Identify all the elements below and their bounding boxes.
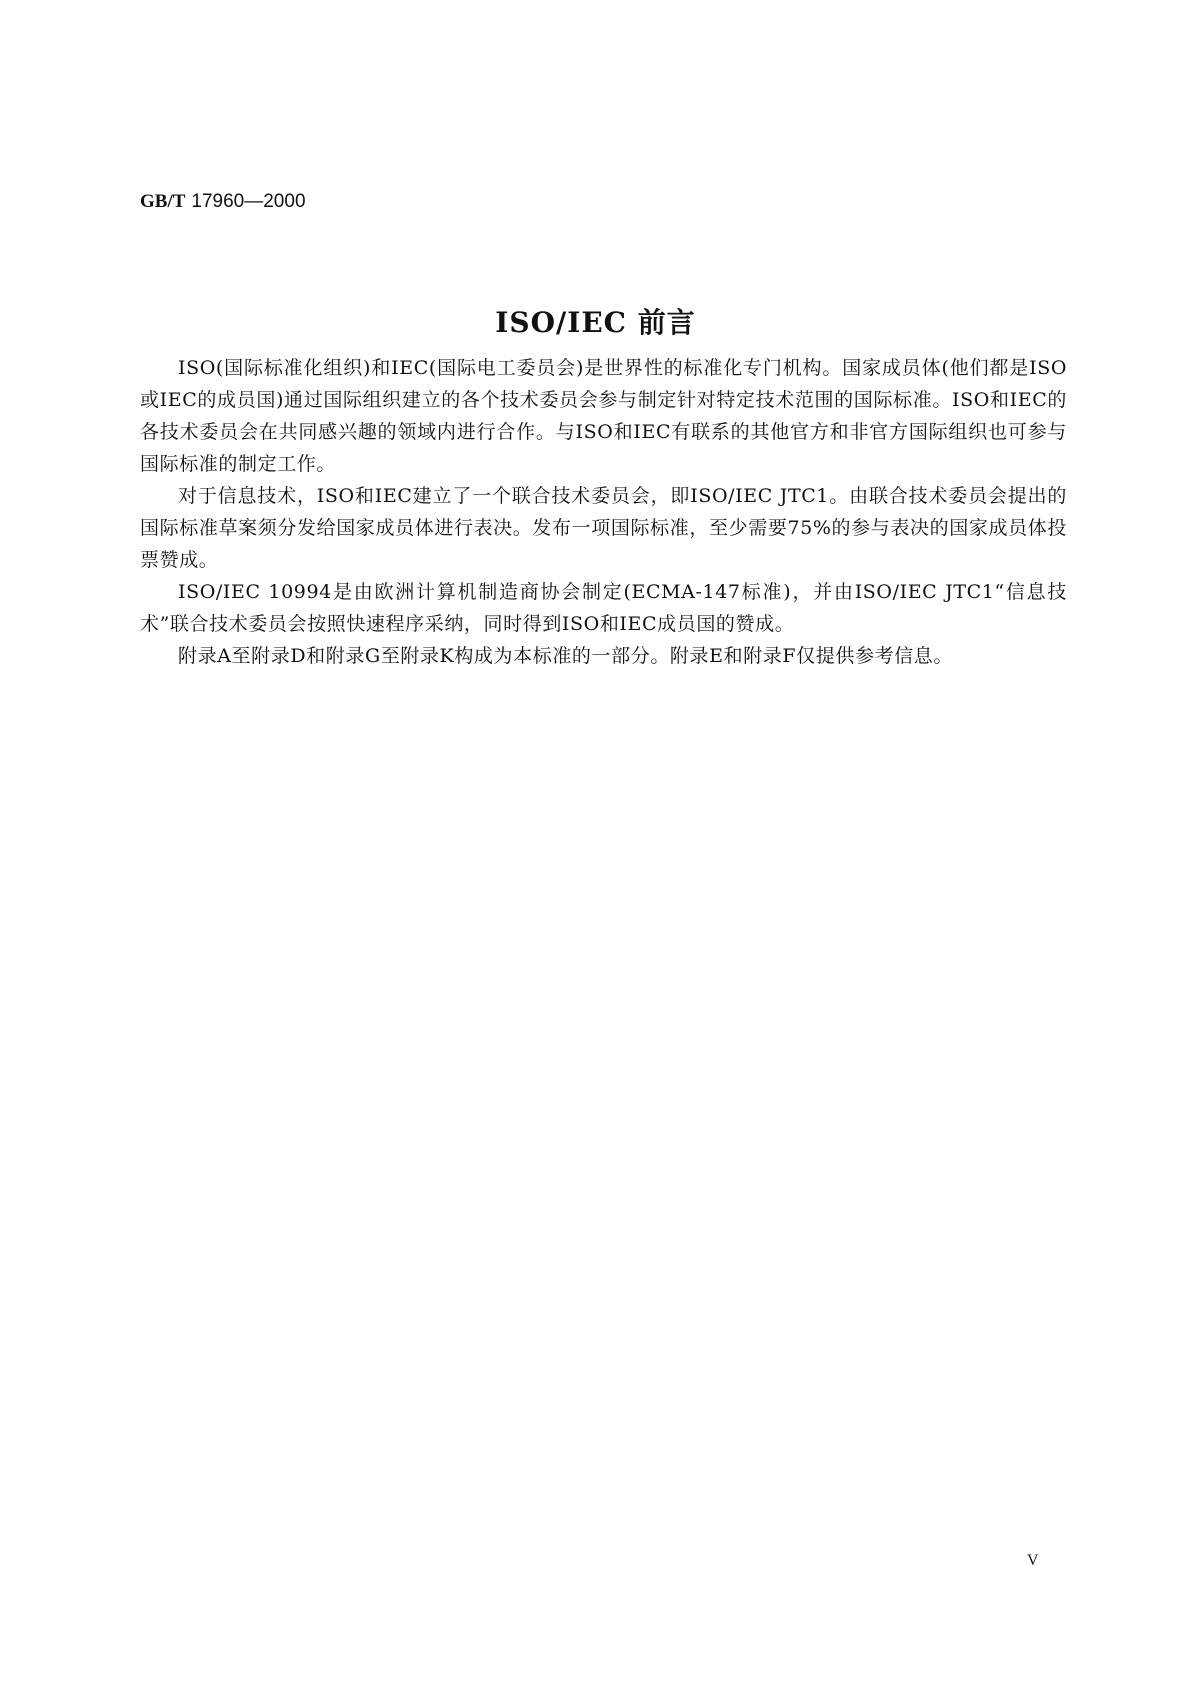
foreword-body [140, 352, 1067, 672]
page-title: ISO/IEC 前言 [495, 305, 696, 339]
paragraph-jtc1: 对于信息技术，ISO和IEC建立了一个联合技术委员会，即ISO/IEC JTC1。由联合技术委员会提出的国际标准草案须分发给国家成员体进行表决。发布一项国际标准，至少需要75%的参与表决的国家成员体投票赞成。 [140, 485, 1067, 571]
document-header [140, 190, 306, 213]
paragraph-origin: ISO/IEC 10994是由欧洲计算机制造商协会制定(ECMA-147标准)，并由ISO/IEC JTC1“信息技术”联合技术委员会按照快速程序采纳，同时得到ISO和IEC成员国的赞成。 [140, 581, 1067, 635]
paragraph-annexes: 附录A至附录D和附录G至附录K构成为本标准的一部分。附录E和附录F仅提供参考信息。 [178, 645, 953, 667]
standard-number: 17960—2000 [191, 191, 306, 212]
paragraph-intro: ISO(国际标准化组织)和IEC(国际电工委员会)是世界性的标准化专门机构。国家成员体(他们都是ISO或IEC的成员国)通过国际组织建立的各个技术委员会参与制定针对特定技术范围的国际标准。ISO和IEC的各技术委员会在共同感兴趣的领域内进行合作。与ISO和IEC有联系的其他官方和非官方国际组织也可参与国际标准的制定工作。 [140, 357, 1067, 475]
standard-prefix: GB/T [140, 191, 186, 212]
page-number: V [1027, 1552, 1039, 1569]
